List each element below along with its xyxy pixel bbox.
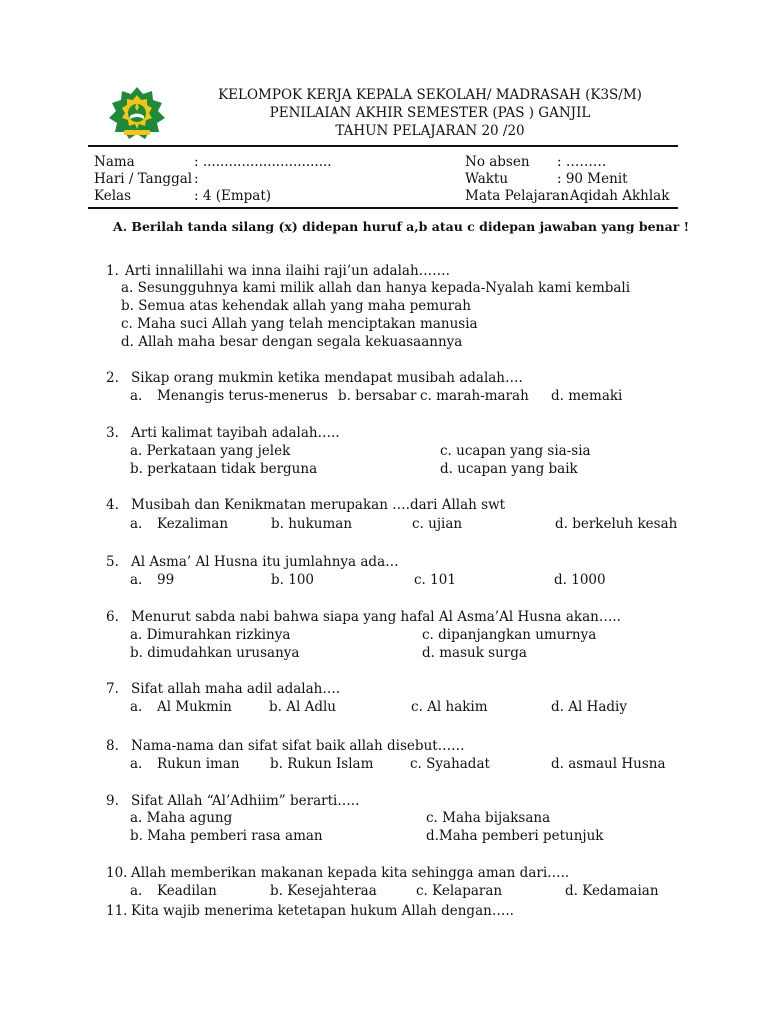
header-line-2: PENILAIAN AKHIR SEMESTER (PAS ) GANJIL xyxy=(269,105,591,121)
waktu-value: : 90 Menit xyxy=(557,171,628,187)
option-2d: d. memaki xyxy=(551,388,623,404)
header-rule-top xyxy=(88,145,678,147)
option-2a: Menangis terus-menerus xyxy=(157,388,329,404)
kelas-label: Kelas xyxy=(94,188,132,204)
option-7c: c. Al hakim xyxy=(411,699,488,715)
question-text: Kita wajib menerima ketetapan hukum Allah dengan….. xyxy=(131,903,514,919)
option-3b: b. perkataan tidak berguna xyxy=(130,461,318,477)
question-text: Menurut sabda nabi bahwa siapa yang hafal Al Asma’Al Husna akan….. xyxy=(131,609,621,625)
option-4c: c. ujian xyxy=(412,516,463,532)
option-5a-letter: a. xyxy=(130,572,143,588)
question-text: Musibah dan Kenikmatan merupakan ….dari Allah swt xyxy=(131,497,506,513)
option-1d: d. Allah maha besar dengan segala kekuasaannya xyxy=(121,334,463,350)
question-11 xyxy=(106,903,514,919)
option-2b: b. bersabar xyxy=(338,388,417,404)
option-9c: c. Maha bijaksana xyxy=(426,810,551,826)
absen-label: No absen xyxy=(465,154,530,170)
ministry-logo-icon xyxy=(104,86,170,140)
question-number: 3. xyxy=(106,425,119,441)
option-6b: b. dimudahkan urusanya xyxy=(130,645,300,661)
option-1b: b. Semua atas kehendak allah yang maha pemurah xyxy=(121,298,471,314)
option-9a: a. Maha agung xyxy=(130,810,233,826)
question-number: 2. xyxy=(106,370,119,386)
header-rule-bottom xyxy=(88,207,678,209)
option-1c: c. Maha suci Allah yang telah menciptakan manusia xyxy=(121,316,478,332)
question-text: Arti kalimat tayibah adalah….. xyxy=(131,425,340,441)
question-number: 5. xyxy=(106,554,119,570)
question-number: 6. xyxy=(106,609,119,625)
option-8a: Rukun iman xyxy=(157,756,240,772)
option-8b: b. Rukun Islam xyxy=(270,756,374,772)
option-10d: d. Kedamaian xyxy=(565,883,659,899)
option-6c: c. dipanjangkan umurnya xyxy=(422,627,597,643)
option-10a-letter: a. xyxy=(130,883,143,899)
question-number: 11. xyxy=(106,903,128,919)
option-2c: c. marah-marah xyxy=(420,388,529,404)
option-7b: b. Al Adlu xyxy=(269,699,336,715)
option-2a-letter: a. xyxy=(130,388,143,404)
option-4a-letter: a. xyxy=(130,516,143,532)
question-2 xyxy=(106,370,523,386)
header-line-3: TAHUN PELAJARAN 20 /20 xyxy=(335,123,525,139)
option-3a: a. Perkataan yang jelek xyxy=(130,443,291,459)
option-4b: b. hukuman xyxy=(271,516,353,532)
option-5c: c. 101 xyxy=(414,572,456,588)
question-text: Sikap orang mukmin ketika mendapat musibah adalah…. xyxy=(131,370,523,386)
option-10a: Keadilan xyxy=(157,883,217,899)
question-number: 8. xyxy=(106,738,119,754)
hari-label: Hari / Tanggal xyxy=(94,171,193,187)
question-text: Sifat allah maha adil adalah…. xyxy=(131,681,341,697)
question-9 xyxy=(106,793,360,809)
option-6a: a. Dimurahkan rizkinya xyxy=(130,627,291,643)
option-6d: d. masuk surga xyxy=(422,645,527,661)
question-5 xyxy=(106,554,399,570)
option-8c: c. Syahadat xyxy=(410,756,490,772)
nama-value: : .............................. xyxy=(194,154,332,170)
question-number: 10. xyxy=(106,865,128,881)
mapel-value: : Aqidah Akhlak xyxy=(561,188,670,204)
question-text: Sifat Allah “Al’Adhiim” berarti….. xyxy=(131,793,360,809)
question-text: Arti innalillahi wa inna ilaihi raji’un adalah……. xyxy=(125,263,450,279)
question-4 xyxy=(106,497,506,513)
instruction: A. Berilah tanda silang (x) didepan huruf a,b atau c didepan jawaban yang benar ! xyxy=(113,219,690,234)
question-number: 9. xyxy=(106,793,119,809)
question-8 xyxy=(106,738,465,754)
question-text: Allah memberikan makanan kepada kita sehingga aman dari….. xyxy=(131,865,570,881)
option-5d: d. 1000 xyxy=(554,572,606,588)
option-5b: b. 100 xyxy=(271,572,314,588)
question-7 xyxy=(106,681,341,697)
option-4d: d. berkeluh kesah xyxy=(555,516,678,532)
option-5a: 99 xyxy=(157,572,175,588)
header-line-1: KELOMPOK KERJA KEPALA SEKOLAH/ MADRASAH (K3S/M) xyxy=(218,87,642,103)
option-3c: c. ucapan yang sia-sia xyxy=(440,443,591,459)
option-3d: d. ucapan yang baik xyxy=(440,461,578,477)
option-7d: d. Al Hadiy xyxy=(551,699,627,715)
option-9d: d.Maha pemberi petunjuk xyxy=(426,828,604,844)
question-number: 4. xyxy=(106,497,119,513)
question-10 xyxy=(106,865,570,881)
kelas-value: : 4 (Empat) xyxy=(194,188,272,204)
nama-label: Nama xyxy=(94,154,135,170)
question-text: Nama-nama dan sifat sifat baik allah disebut…… xyxy=(131,738,465,754)
question-number: 1. xyxy=(106,263,119,279)
hari-value: : xyxy=(194,171,199,187)
question-3 xyxy=(106,425,340,441)
question-6 xyxy=(106,609,621,625)
question-text: Al Asma’ Al Husna itu jumlahnya ada… xyxy=(131,554,399,570)
option-7a: Al Mukmin xyxy=(157,699,232,715)
option-7a-letter: a. xyxy=(130,699,143,715)
waktu-label: Waktu xyxy=(465,171,509,187)
mapel-label: Mata Pelajaran xyxy=(465,188,569,204)
option-8a-letter: a. xyxy=(130,756,143,772)
absen-value: : ……… xyxy=(557,154,607,170)
option-10c: c. Kelaparan xyxy=(416,883,503,899)
option-1a: a. Sesungguhnya kami milik allah dan hanya kepada-Nyalah kami kembali xyxy=(121,280,631,296)
option-10b: b. Kesejahteraa xyxy=(270,883,377,899)
option-9b: b. Maha pemberi rasa aman xyxy=(130,828,323,844)
question-1 xyxy=(106,263,450,279)
question-number: 7. xyxy=(106,681,119,697)
option-8d: d. asmaul Husna xyxy=(551,756,666,772)
option-4a: Kezaliman xyxy=(157,516,229,532)
